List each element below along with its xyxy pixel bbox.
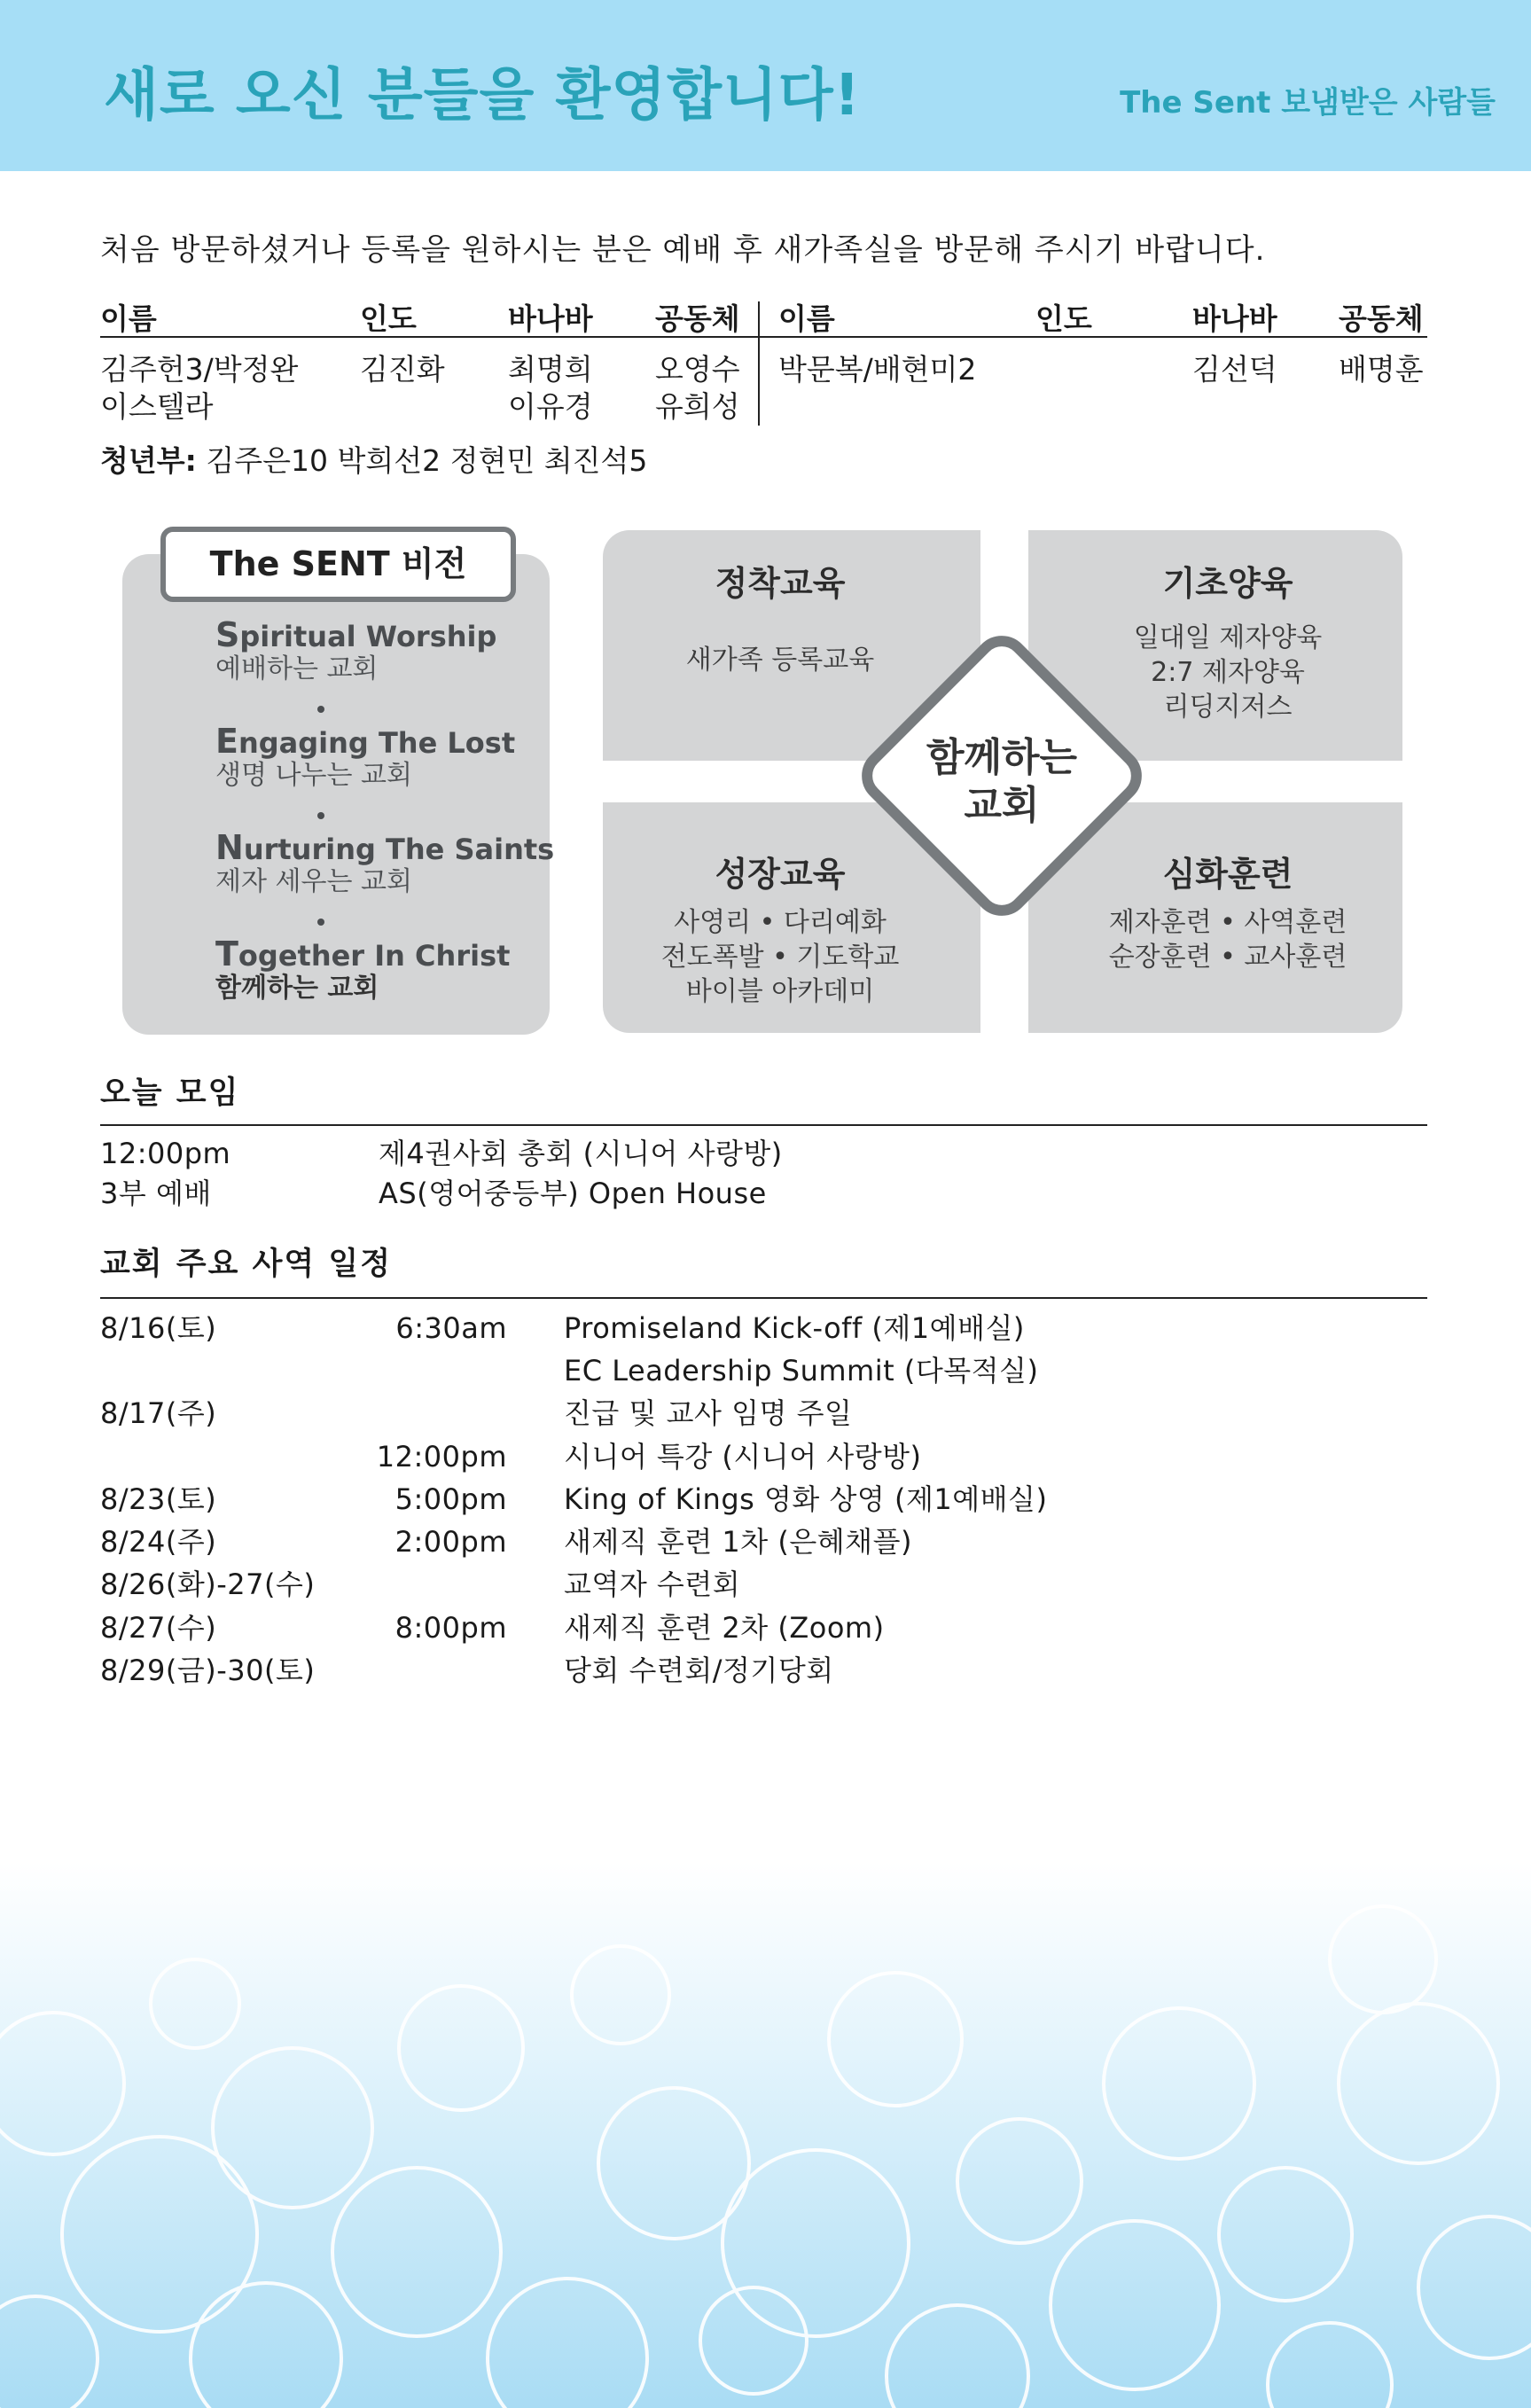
vision-item — [215, 724, 515, 792]
schedule-event: 당회 수련회/정기당회 — [564, 1654, 834, 1687]
col-header-name: 이름 — [100, 301, 157, 336]
schedule-date: 8/29(금)-30(토) — [100, 1654, 316, 1687]
schedule-event: 진급 및 교사 임명 주일 — [564, 1396, 853, 1430]
schedule-event: Promiseland Kick-off (제1예배실) — [564, 1311, 1025, 1345]
vision-item — [215, 828, 555, 898]
header-divider — [100, 336, 1427, 338]
youth-line — [100, 443, 647, 479]
table-cell: 김선덕 — [1192, 352, 1277, 387]
bullet-dot — [317, 919, 324, 926]
youth-names: 김주은10 박희선2 정현민 최진석5 — [206, 443, 648, 478]
schedule-date: 8/16(토) — [100, 1311, 217, 1345]
schedule-time: 8:00pm — [394, 1611, 507, 1645]
schedule-time: 12:00pm — [376, 1440, 507, 1474]
quadrant-text: 2:7 제자양육 — [1151, 657, 1305, 688]
col-header-leader: 인도 — [1035, 301, 1092, 336]
vision-item — [215, 615, 497, 685]
col-header-community: 공동체 — [1339, 301, 1424, 336]
quadrant-text: 제자훈련 • 사역훈련 — [1108, 907, 1347, 938]
intro-text: 처음 방문하셨거나 등록을 원하시는 분은 예배 후 새가족실을 방문해 주시기 바랍니다. — [100, 232, 1266, 268]
quadrant-title: 성장교육 — [715, 855, 846, 894]
today-time: 12:00pm — [100, 1137, 231, 1170]
schedule-time: 5:00pm — [394, 1482, 507, 1516]
section-title-schedule: 교회 주요 사역 일정 — [100, 1247, 393, 1282]
schedule-date: 8/17(주) — [100, 1396, 217, 1430]
vision-initial: N — [215, 828, 244, 867]
col-header-barnabas: 바나바 — [508, 301, 593, 336]
table-cell: 최명희 — [508, 352, 593, 387]
vision-english: urturing The Saints — [243, 833, 555, 866]
header-band — [0, 0, 1531, 171]
schedule-event: 새제직 훈련 2차 (Zoom) — [564, 1611, 885, 1645]
center-label-line: 함께하는 — [926, 735, 1077, 780]
bubble-background — [0, 1862, 1531, 2408]
vision-initial: S — [215, 615, 240, 654]
today-time: 3부 예배 — [100, 1177, 212, 1210]
header-subtitle: The Sent 보냄받은 사람들 — [1120, 85, 1496, 121]
bullet-dot — [317, 706, 324, 713]
schedule-date: 8/26(화)-27(수) — [100, 1568, 316, 1601]
vision-korean: 생명 나누는 교회 — [215, 760, 412, 791]
section-divider — [100, 1124, 1427, 1126]
table-cell: 김진화 — [360, 352, 445, 387]
column-divider — [758, 301, 760, 426]
schedule-event: 새제직 훈련 1차 (은혜채플) — [564, 1525, 912, 1559]
center-label — [869, 734, 1135, 830]
schedule-date: 8/24(주) — [100, 1525, 217, 1559]
vision-korean: 함께하는 교회 — [215, 973, 379, 1004]
vision-initial: T — [215, 934, 238, 973]
youth-label: 청년부: — [100, 443, 197, 478]
today-event: 제4권사회 총회 (시니어 사랑방) — [379, 1137, 783, 1170]
vision-korean: 제자 세우는 교회 — [215, 866, 412, 897]
col-header-community: 공동체 — [655, 301, 740, 336]
quadrant-text: 리딩지저스 — [1163, 692, 1293, 723]
vision-english: ogether In Christ — [238, 939, 511, 973]
table-cell: 유희성 — [655, 389, 740, 424]
table-cell: 이스텔라 — [100, 389, 214, 424]
quadrant-text: 전도폭발 • 기도학교 — [660, 942, 900, 973]
center-label-line: 교회 — [964, 783, 1040, 828]
vision-korean: 예배하는 교회 — [215, 653, 379, 684]
schedule-date: 8/27(수) — [100, 1611, 217, 1645]
page-title: 새로 오신 분들을 환영합니다! — [104, 63, 861, 129]
schedule-event: King of Kings 영화 상영 (제1예배실) — [564, 1482, 1048, 1516]
vision-title: The SENT 비전 — [160, 527, 516, 602]
newcomer-table — [100, 301, 1427, 426]
schedule-time: 2:00pm — [394, 1525, 507, 1559]
today-event: AS(영어중등부) Open House — [379, 1177, 767, 1210]
schedule-time: 6:30am — [395, 1311, 507, 1345]
vision-english: piritual Worship — [239, 620, 497, 653]
vision-item — [215, 934, 511, 1005]
vision-initial: E — [215, 722, 238, 761]
schedule-date: 8/23(토) — [100, 1482, 217, 1516]
schedule-event: 시니어 특강 (시니어 사랑방) — [564, 1440, 922, 1474]
quadrant-text: 사영리 • 다리예화 — [674, 907, 887, 938]
table-cell: 오영수 — [655, 352, 740, 387]
section-divider — [100, 1297, 1427, 1299]
quadrant-title: 심화훈련 — [1162, 855, 1293, 894]
col-header-barnabas: 바나바 — [1192, 301, 1277, 336]
quadrant-text: 일대일 제자양육 — [1133, 622, 1323, 653]
quadrant-text: 바이블 아카데미 — [685, 976, 875, 1007]
table-cell: 김주헌3/박정완 — [100, 352, 299, 387]
table-cell: 박문복/배현미2 — [778, 352, 977, 387]
table-cell: 이유경 — [508, 389, 593, 424]
schedule-event: 교역자 수련회 — [564, 1568, 741, 1601]
bullet-dot — [317, 812, 324, 819]
quadrant-title: 기초양육 — [1162, 564, 1293, 603]
schedule-event: EC Leadership Summit (다목적실) — [564, 1354, 1039, 1388]
section-title-today: 오늘 모임 — [100, 1075, 240, 1111]
col-header-leader: 인도 — [360, 301, 417, 336]
vision-english: ngaging The Lost — [238, 726, 516, 760]
quadrant-text: 새가족 등록교육 — [685, 645, 875, 676]
quadrant-title: 정착교육 — [715, 564, 846, 603]
quadrant-text: 순장훈련 • 교사훈련 — [1108, 942, 1347, 973]
col-header-name: 이름 — [778, 301, 835, 336]
table-cell: 배명훈 — [1339, 352, 1424, 387]
